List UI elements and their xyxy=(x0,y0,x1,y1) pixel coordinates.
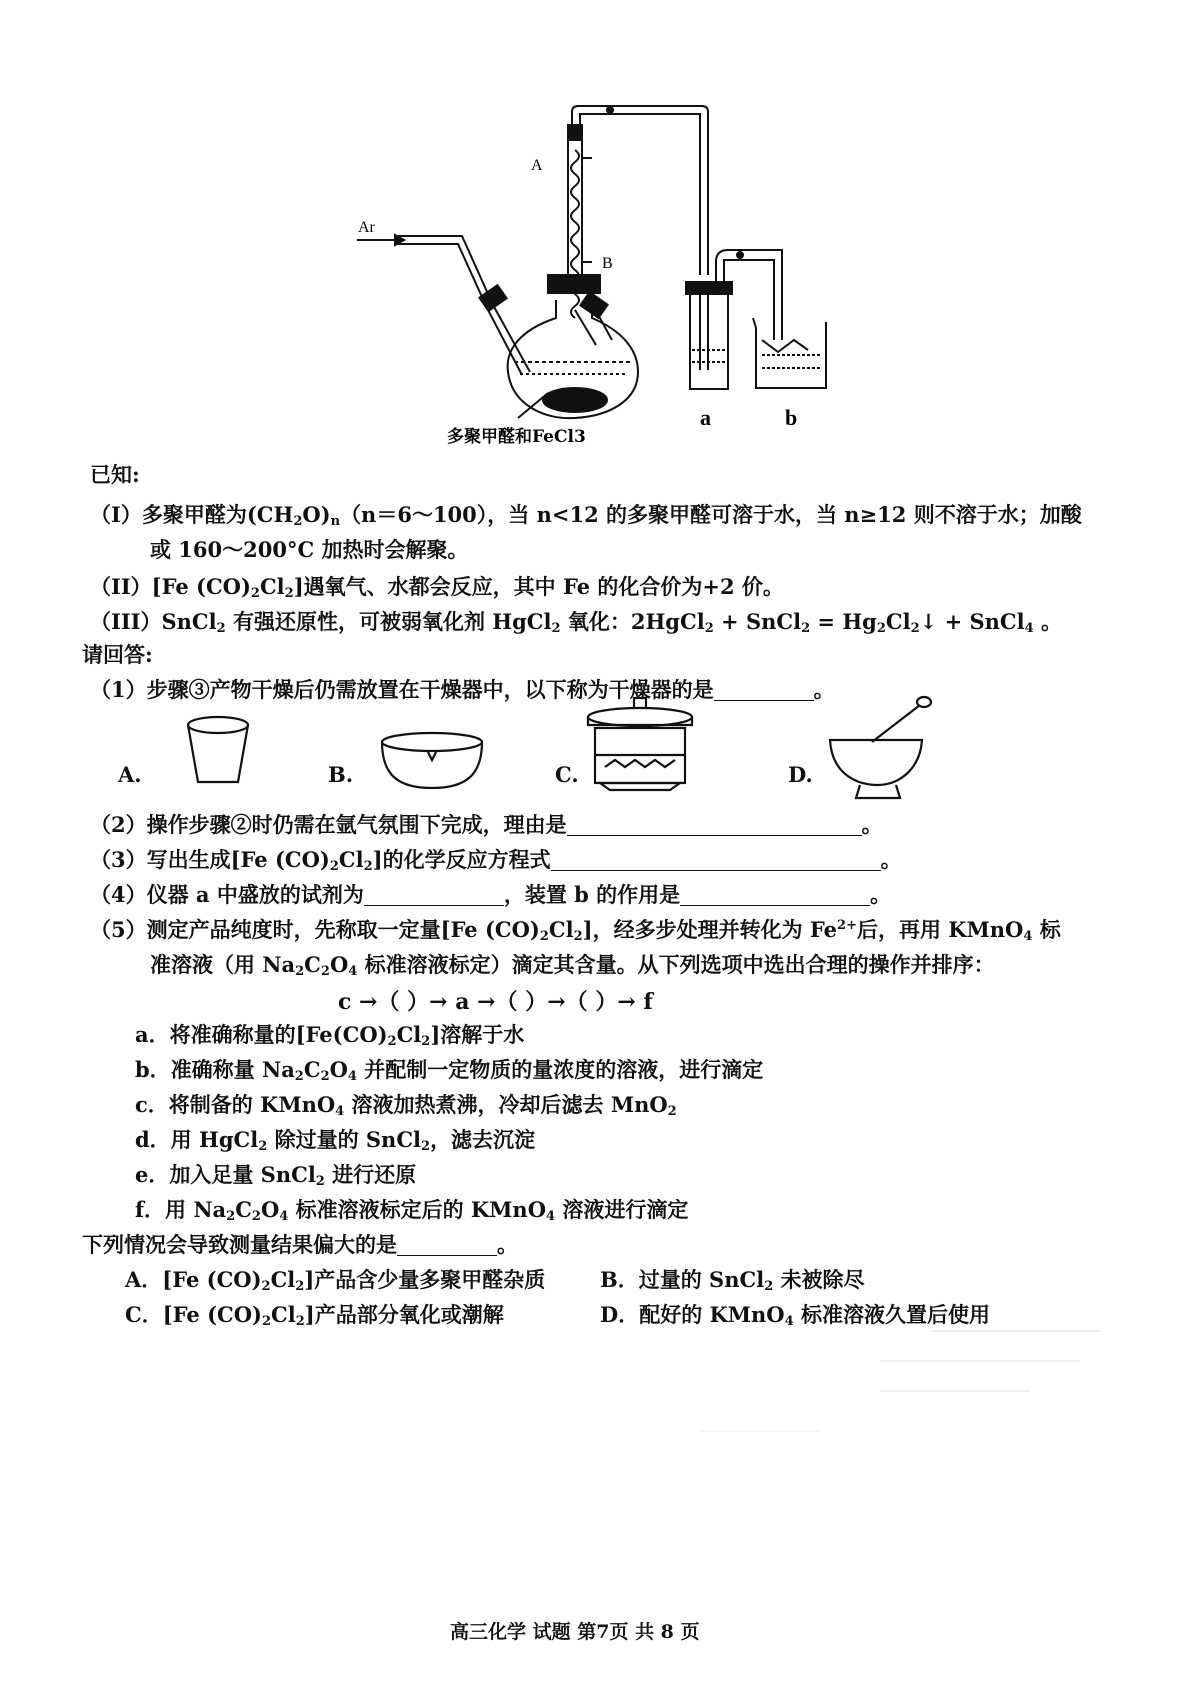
known-item-1-cont: 或 160～200°C 加热时会解聚。 xyxy=(150,537,469,562)
known-item-2: （II）[Fe $(CO)_2Cl_2$]遇氧气、水都会反应，其中 Fe 的化合价为+2 价。 xyxy=(90,574,784,601)
choice-A: A．[Fe $(CO)_2Cl_2$]产品含少量多聚甲醛杂质 xyxy=(125,1267,546,1294)
step-f: f．用 $Na_2C_2O_4$ 标准溶液标定后的 KMnO$_4$ 溶液进行滴定 xyxy=(135,1197,689,1224)
known-item-3: （III）SnCl$_2$ 有强还原性，可被弱氧化剂 HgCl$_2$ 氧化：2HgCl$_2$ + SnCl$_2$ = $Hg_2Cl_2↓$ + SnCl$_4$ 。 xyxy=(90,609,1062,636)
crucible-icon xyxy=(188,717,248,782)
question-5-line1: （5）测定产品纯度时，先称取一定量[Fe $(CO)_2Cl_2$]，经多步处理并转化为 $Fe^{2+}$后，再用 KMnO$_4$ 标 xyxy=(90,917,1061,944)
mortar-pestle-icon xyxy=(830,697,931,798)
question-4: （4）仪器 a 中盛放的试剂为 ，装置 b 的作用是 。 xyxy=(90,882,892,907)
choice-B: B．过量的 SnCl$_2$ 未被除尽 xyxy=(600,1267,865,1294)
option-B: B. xyxy=(328,762,354,787)
choice-C: C．[Fe $(CO)_2Cl_2$]产品部分氧化或潮解 xyxy=(125,1302,504,1329)
step-c: c．将制备的 KMnO$_4$ 溶液加热煮沸，冷却后滤去 MnO$_2$ xyxy=(135,1092,677,1119)
choice-D: D．配好的 KMnO$_4$ 标准溶液久置后使用 xyxy=(600,1302,990,1329)
question-2: （2）操作步骤②时仍需在氩气氛围下完成，理由是 。 xyxy=(90,812,883,837)
label-B: B xyxy=(602,255,613,272)
step-d: d．用 HgCl$_2$ 除过量的 SnCl$_2$，滤去沉淀 xyxy=(135,1127,536,1154)
step-a: a．将准确称量的$[Fe(CO)_2Cl_2]$溶解于水 xyxy=(135,1022,525,1049)
label-A: A xyxy=(531,157,543,174)
sequence-template: c →（ ）→ a →（ ）→（ ）→ f xyxy=(338,989,653,1015)
step-e: e．加入足量 SnCl$_2$ 进行还原 xyxy=(135,1162,417,1189)
question-5-bias: 下列情况会导致测量结果偏大的是 。 xyxy=(82,1232,518,1257)
desiccator-icon xyxy=(588,698,692,790)
option-D: D. xyxy=(788,762,813,787)
label-b: b xyxy=(785,405,798,430)
question-3: （3）写出生成[Fe $(CO)_2Cl_2$]的化学反应方程式 。 xyxy=(90,847,902,874)
answer-heading: 请回答: xyxy=(82,642,153,667)
known-heading: 已知: xyxy=(90,462,140,487)
label-a: a xyxy=(700,405,711,430)
question-5-line2: 准溶液（用 $Na_2C_2O_4$ 标准溶液标定）滴定其含量。从下列选项中选出合理的操作并排序： xyxy=(150,952,995,979)
evaporating-dish-icon xyxy=(382,733,482,788)
ar-label: Ar xyxy=(358,219,375,236)
option-C: C. xyxy=(555,762,579,787)
question-1: （1）步骤③产物干燥后仍需放置在干燥器中，以下称为干燥器的是 。 xyxy=(90,677,835,702)
flask-caption: 多聚甲醛和FeCl3 xyxy=(447,427,586,447)
known-item-1: （I）多聚甲醛为$(CH_2O)_n(n=6\sim 100)$，当 n<12 的多聚甲醛可溶于水，当 n≥12 则不溶于水；加酸 xyxy=(90,502,1082,529)
step-b: b．准确称量 $Na_2C_2O_4$ 并配制一定物质的量浓度的溶液，进行滴定 xyxy=(135,1057,764,1084)
page-footer: 高三化学 试题 第7页 共 8 页 xyxy=(450,1621,700,1643)
option-A: A. xyxy=(118,762,142,787)
